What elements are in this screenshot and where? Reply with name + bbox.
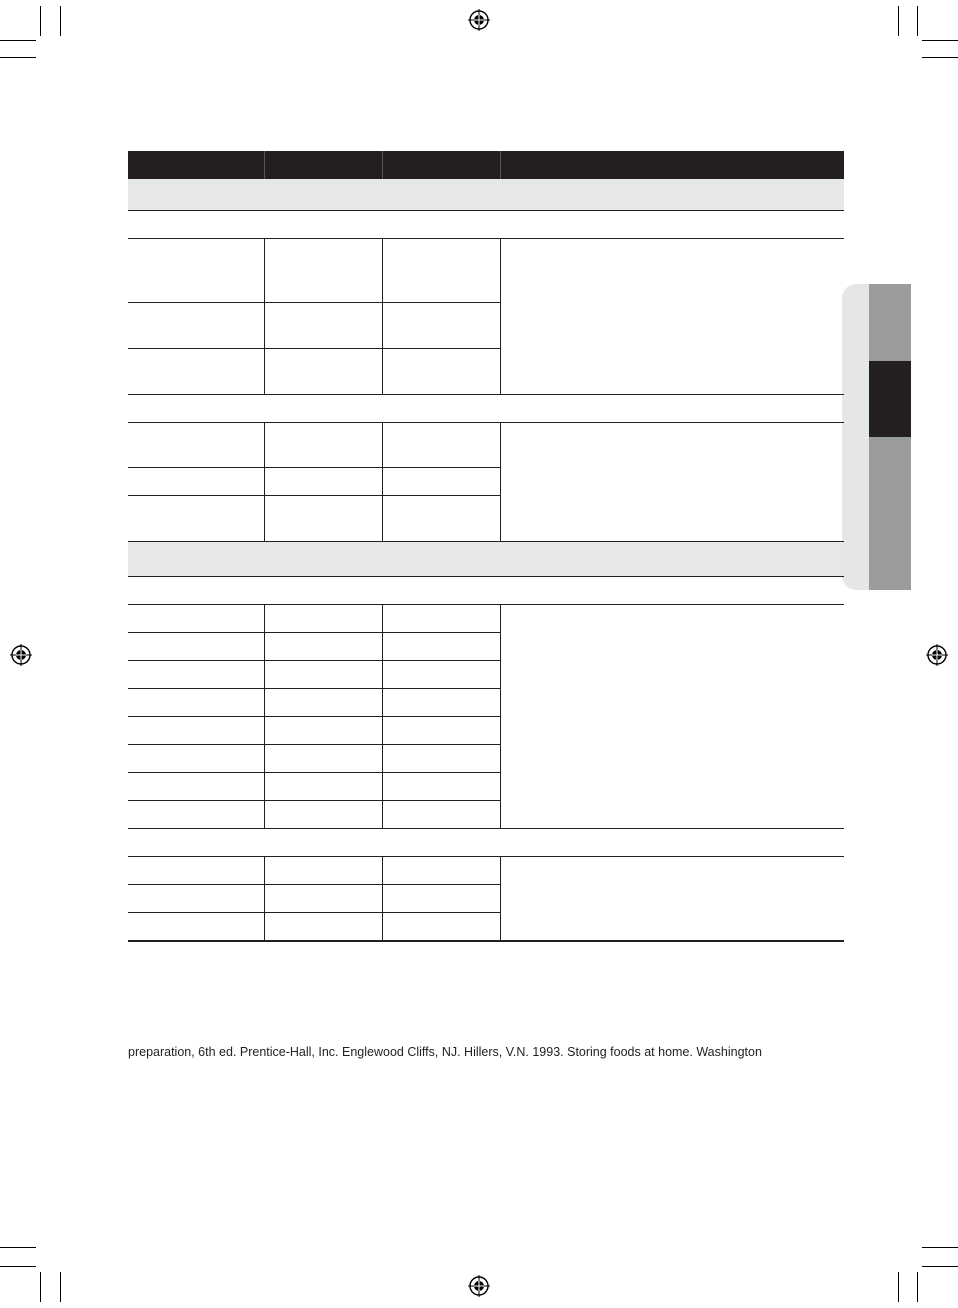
food-item-cell (128, 468, 264, 496)
registration-mark-icon (926, 644, 948, 666)
food-item-cell (128, 885, 264, 913)
storage-cell (264, 857, 382, 885)
storage-cell (382, 423, 500, 468)
crop-mark (922, 1247, 958, 1248)
storage-cell (264, 468, 382, 496)
crop-mark (60, 1272, 61, 1302)
storage-note (500, 857, 844, 941)
storage-cell (264, 773, 382, 801)
storage-cell (382, 605, 500, 633)
storage-cell (382, 689, 500, 717)
table-row (128, 605, 844, 633)
crop-mark (917, 1272, 918, 1302)
storage-note (500, 239, 844, 395)
storage-cell (264, 239, 382, 303)
subheading-row (128, 577, 844, 605)
crop-mark (0, 1266, 36, 1267)
storage-cell (264, 885, 382, 913)
storage-cell (264, 633, 382, 661)
storage-cell (382, 239, 500, 303)
storage-cell (382, 496, 500, 542)
column-header (500, 151, 844, 179)
storage-cell (264, 303, 382, 349)
storage-cell (382, 885, 500, 913)
storage-cell (382, 661, 500, 689)
food-storage-table (128, 151, 844, 942)
food-item-cell (128, 349, 264, 395)
crop-mark (0, 40, 36, 41)
storage-cell (382, 349, 500, 395)
category-label (128, 179, 844, 211)
column-header (264, 151, 382, 179)
food-item-cell (128, 801, 264, 829)
crop-mark (922, 40, 958, 41)
subheading-label (128, 829, 844, 857)
storage-cell (264, 496, 382, 542)
storage-cell (264, 717, 382, 745)
column-header (382, 151, 500, 179)
storage-cell (264, 913, 382, 941)
food-item-cell (128, 605, 264, 633)
crop-mark (917, 6, 918, 36)
crop-mark (40, 6, 41, 36)
food-item-cell (128, 689, 264, 717)
storage-cell (264, 689, 382, 717)
storage-cell (264, 605, 382, 633)
food-item-cell (128, 239, 264, 303)
crop-mark (0, 57, 36, 58)
storage-cell (264, 423, 382, 468)
storage-cell (382, 913, 500, 941)
food-item-cell (128, 857, 264, 885)
chapter-side-tab-active (869, 361, 911, 437)
table-header-row (128, 151, 844, 179)
food-item-cell (128, 496, 264, 542)
table-row (128, 423, 844, 468)
crop-mark (898, 6, 899, 36)
food-item-cell (128, 661, 264, 689)
table-row (128, 239, 844, 303)
subheading-label (128, 577, 844, 605)
storage-cell (264, 745, 382, 773)
registration-mark-icon (10, 644, 32, 666)
food-item-cell (128, 913, 264, 941)
reference-footnote: preparation, 6th ed. Prentice-Hall, Inc. Englewood Cliffs, NJ. Hillers, V.N. 1993. Storing foods at home. Washington (128, 1045, 762, 1059)
category-label (128, 542, 844, 577)
crop-mark (40, 1272, 41, 1302)
table-row (128, 857, 844, 885)
storage-cell (382, 468, 500, 496)
food-item-cell (128, 633, 264, 661)
storage-cell (264, 801, 382, 829)
storage-note (500, 605, 844, 829)
food-item-cell (128, 423, 264, 468)
food-item-cell (128, 717, 264, 745)
registration-mark-icon (468, 1275, 490, 1297)
crop-mark (60, 6, 61, 36)
storage-cell (382, 857, 500, 885)
storage-cell (382, 303, 500, 349)
category-row (128, 542, 844, 577)
column-header (128, 151, 264, 179)
chapter-side-tab-band (869, 284, 911, 590)
storage-cell (264, 661, 382, 689)
registration-mark-icon (468, 9, 490, 31)
subheading-row (128, 211, 844, 239)
storage-cell (382, 745, 500, 773)
category-row (128, 179, 844, 211)
storage-note (500, 423, 844, 542)
food-item-cell (128, 303, 264, 349)
subheading-row (128, 829, 844, 857)
storage-cell (382, 773, 500, 801)
subheading-label (128, 395, 844, 423)
crop-mark (922, 1266, 958, 1267)
storage-cell (382, 801, 500, 829)
crop-mark (0, 1247, 36, 1248)
storage-cell (264, 349, 382, 395)
subheading-label (128, 211, 844, 239)
crop-mark (898, 1272, 899, 1302)
storage-cell (382, 717, 500, 745)
food-item-cell (128, 773, 264, 801)
storage-cell (382, 633, 500, 661)
food-item-cell (128, 745, 264, 773)
subheading-row (128, 395, 844, 423)
crop-mark (922, 57, 958, 58)
